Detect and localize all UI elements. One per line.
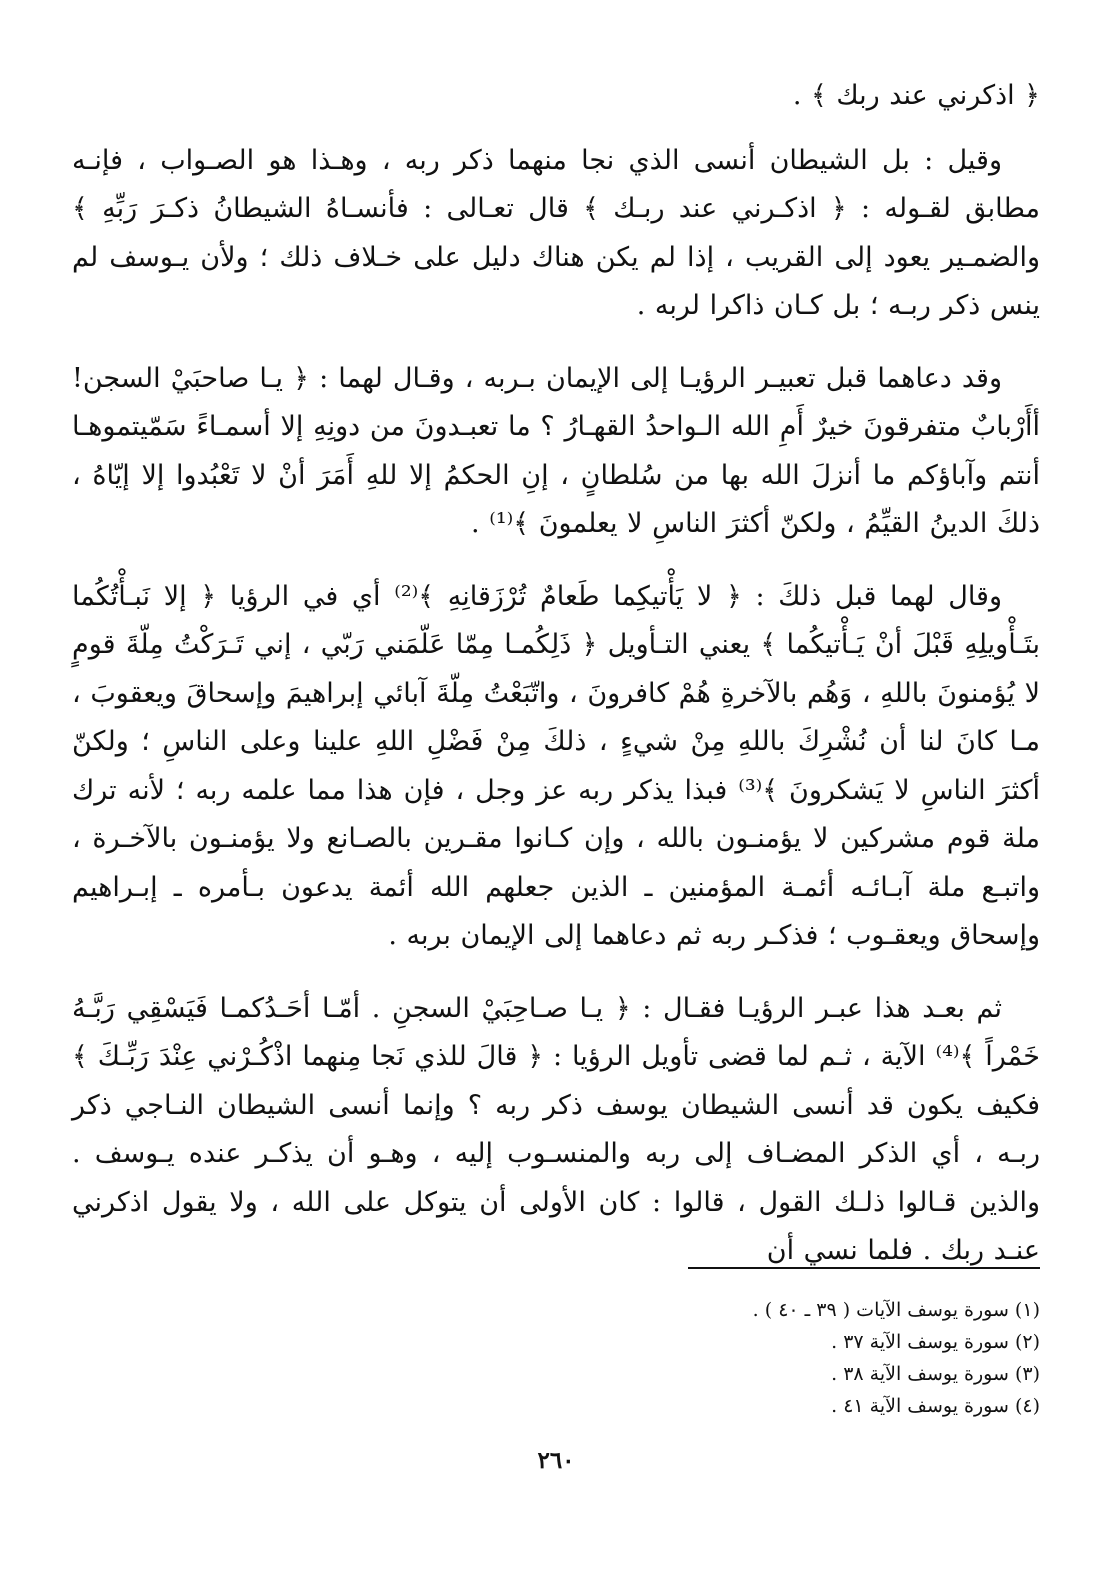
footnotes-list: [72, 1294, 1040, 1422]
book-page: [72, 72, 1040, 1552]
body-paragraph-4: وقال لهما قبل ذلكَ : ﴿ لا يَأْتيكِما طَعامٌ تُرْزَقانِهِ ﴾⁽²⁾ أي في الرؤيا ﴿ إلا نَبـأْتُكُما بتَـأْويلِهِ قَبْلَ أنْ يَـأْتيكُما ﴾ يعني التـأويل ﴿ ذَلِكُمـا مِمّا عَلّمَني رَبّي ، إني تَـرَكْتُ مِلّةَ قومٍ لا يُؤمنونَ باللهِ ، وَهُم بالآخرةِ هُمْ كافرونَ ، واتّبَعْتُ مِلّةَ آبائي إبراهيمَ وإسحاقَ ويعقوبَ ، مـا كانَ لنا أن نُشْرِكَ باللهِ مِنْ شيءٍ ، ذلكَ مِنْ فَضْلِ اللهِ علينا وعلى الناسِ ؛ ولكنّ أكثرَ الناسِ لا يَشكرونَ ﴾⁽³⁾ فبذا يذكر ربه عز وجل ، فإن هذا مما علمه ربه ؛ لأنه ترك ملة قوم مشركين لا يؤمنـون بالله ، وإن كـانوا مقـرين بالصـانع ولا يؤمنـون بالآخـرة ، واتبـع ملة آبـائـه أئمـة المؤمنين ـ الذين جعلهم الله أئمة يدعون بـأمره ـ إبـراهيم وإسحاق ويعقـوب ؛ فذكـر ربه ثم دعاهما إلى الإيمان بربه .: [72, 580, 1040, 951]
body-paragraph-3: وقد دعاهما قبل تعبيـر الرؤيـا إلى الإيمان بـربه ، وقـال لهما : ﴿ يـا صاحبَيْ السجن! أأَرْبابٌ متفرقونَ خيرٌ أَمِ الله الـواحدُ القهـارُ ؟ ما تعبـدونَ من دونِهِ إلا أسمـاءً سَمّيتموهـا أنتم وآباؤكم ما أنزلَ الله بها من سُلطانٍ ، إنِ الحكمُ إلا للهِ أَمَرَ أنْ لا تَعْبُدوا إلا إيّاهُ ، ذلكَ الدينُ القيِّمُ ، ولكنّ أكثرَ الناسِ لا يعلمونَ ﴾⁽¹⁾ .: [72, 362, 1040, 539]
footnote-item: (٣) سورة يوسف الآية ٣٨ .: [831, 1363, 1040, 1385]
footnote-item: (٤) سورة يوسف الآية ٤١ .: [831, 1395, 1040, 1417]
body-paragraph-1: ﴿ اذكرني عند ربك ﴾ .: [792, 80, 1040, 111]
page-number: ٢٦٠: [537, 1447, 575, 1474]
body-paragraph-5: ثم بعـد هذا عبـر الرؤيـا فقـال : ﴿ يـا صـاحِبَيْ السجنِ . أمّـا أحَـدُكمـا فَيَسْقِي رَبَّـهُ خَمْراً ﴾⁽⁴⁾ الآية ، ثـم لما قضى تأويل الرؤيا : ﴿ قالَ للذي نَجا مِنهما اذْكُـرْني عِنْدَ رَبِّـكَ ﴾ فكيف يكون قد أنسى الشيطان يوسف ذكر ربه ؟ وإنما أنسى الشيطان النـاجي ذكر ربـه ، أي الذكر المضـاف إلى ربه والمنسـوب إليه ، وهـو أن يذكـر عنده يـوسف . والذين قـالوا ذلـك القول ، قالوا : كان الأولى أن يتوكل على الله ، ولا يقول اذكرني عنـد ربك . فلما نسي أن: [72, 992, 1040, 1266]
footnote-separator: [688, 1267, 1040, 1269]
footnote-item: (١) سورة يوسف الآيات ( ٣٩ ـ ٤٠ ) .: [752, 1299, 1040, 1321]
footnote-item: (٢) سورة يوسف الآية ٣٧ .: [831, 1331, 1040, 1353]
body-paragraph-2: وقيل : بل الشيطان أنسى الذي نجا منهما ذكر ربه ، وهـذا هو الصـواب ، فإنـه مطابق لقـوله : ﴿ اذكـرني عند ربـك ﴾ قال تعـالى : فأنسـاهُ الشيطانُ ذكـرَ رَبِّهِ ﴾ والضمـير يعود إلى القريب ، إذا لم يكن هناك دليل على خـلاف ذلك ؛ ولأن يـوسف لم ينس ذكر ربـه ؛ بل كـان ذاكرا لربه .: [72, 144, 1040, 321]
